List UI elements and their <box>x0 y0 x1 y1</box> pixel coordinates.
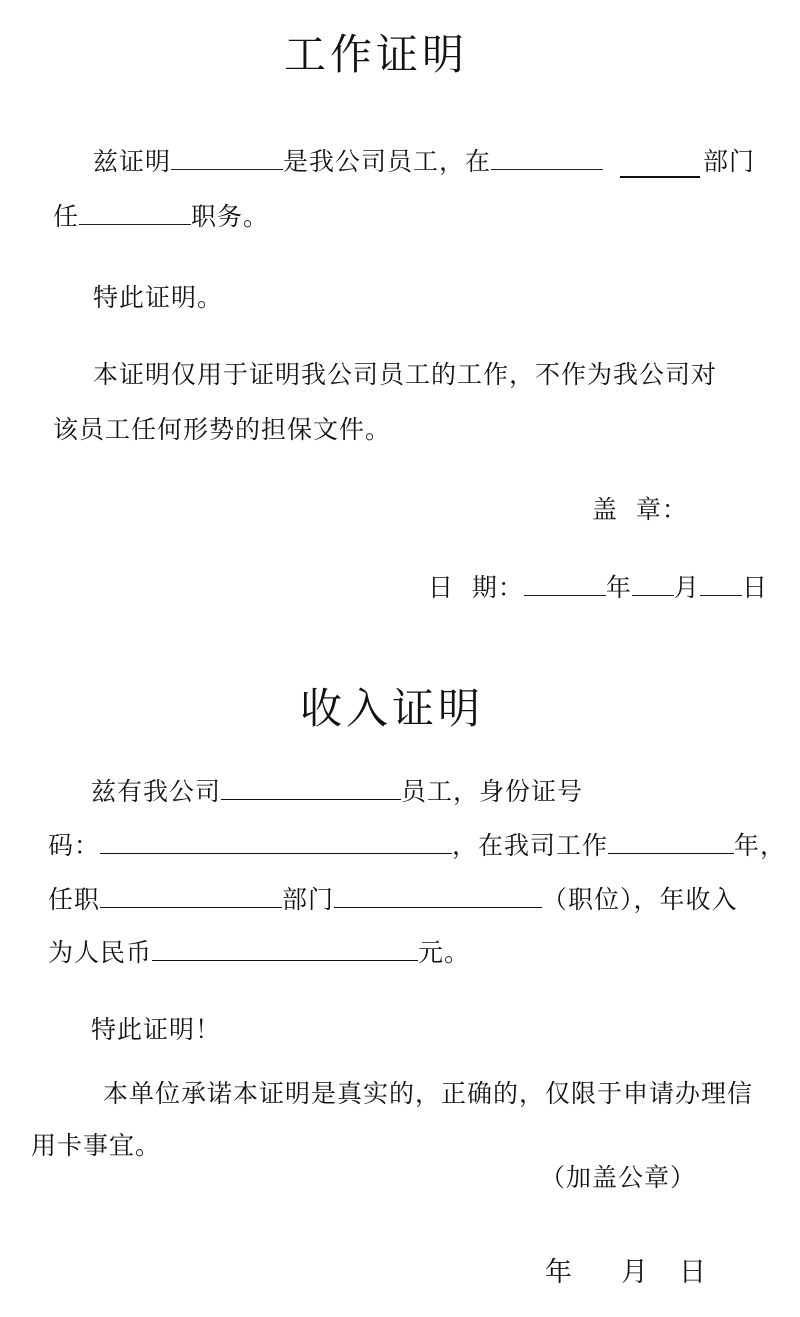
date-year-label: 年 <box>605 573 632 602</box>
income-cert-promise-line-2: 用卡事宜。 <box>31 1131 162 1160</box>
income-l4-suffix: 元。 <box>418 938 471 967</box>
income-employee-name-blank[interactable] <box>221 798 401 800</box>
income-position-blank[interactable] <box>334 906 542 908</box>
work-cert-p2-suffix: 职务。 <box>191 202 270 231</box>
work-cert-statement-line-2: 该员工任何形势的担保文件。 <box>53 415 392 444</box>
work-cert-p1-prefix: 兹证明 <box>93 147 172 176</box>
income-l3-prefix: 任职 <box>48 885 101 914</box>
income-cert-special: 特此证明！ <box>91 1015 222 1044</box>
date-month-blank[interactable] <box>632 594 674 596</box>
income-cert-seal-label: （加盖公章） <box>540 1163 697 1192</box>
income-l3-suffix: （职位），年收入 <box>542 885 738 914</box>
work-cert-p1-suffix: 部门 <box>703 147 756 176</box>
work-cert-date-label: 日 期： <box>428 573 524 602</box>
work-cert-statement-line-1: 本证明仅用于证明我公司员工的工作，不作为我公司对 <box>93 360 718 389</box>
work-cert-title: 工作证明 <box>284 30 469 79</box>
id-number-blank[interactable] <box>100 852 452 854</box>
department-blank[interactable] <box>491 168 603 170</box>
income-department-blank[interactable] <box>100 906 282 908</box>
income-cert-date-line <box>545 1250 707 1289</box>
date-day-label: 日 <box>741 573 768 602</box>
employee-name-blank[interactable] <box>171 168 283 170</box>
work-cert-seal-label: 盖 章： <box>592 495 688 524</box>
work-years-blank[interactable] <box>608 852 734 854</box>
work-cert-paragraph-2 <box>53 197 269 233</box>
income-cert-line-3 <box>48 880 738 916</box>
work-cert-special: 特此证明。 <box>93 283 224 312</box>
work-cert-p1-mid: 是我公司员工，在 <box>283 147 492 176</box>
income-l1-suffix: 员工，身份证号 <box>401 777 584 806</box>
work-cert-date-line <box>428 568 768 604</box>
income-cert-line-1 <box>91 772 583 808</box>
income-date-month: 月 <box>621 1257 649 1288</box>
income-l4-prefix: 为人民币 <box>48 938 153 967</box>
work-cert-p2-prefix: 任 <box>53 202 80 231</box>
date-year-blank[interactable] <box>524 594 606 596</box>
income-cert-promise-line-1: 本单位承诺本证明是真实的，正确的，仅限于申请办理信 <box>103 1079 754 1108</box>
work-cert-paragraph-1 <box>93 142 603 178</box>
income-date-year: 年 <box>545 1257 573 1288</box>
position-blank[interactable] <box>79 223 191 225</box>
income-l2-prefix: 码： <box>48 831 101 860</box>
income-l2-suffix: 年， <box>734 831 787 860</box>
income-cert-line-4 <box>48 933 470 969</box>
date-month-label: 月 <box>673 573 700 602</box>
income-l3-mid: 部门 <box>282 885 335 914</box>
income-date-day: 日 <box>679 1257 707 1288</box>
income-l1-prefix: 兹有我公司 <box>91 777 222 806</box>
annual-income-blank[interactable] <box>152 959 418 961</box>
income-l2-mid: ，在我司工作 <box>452 831 609 860</box>
income-cert-title: 收入证明 <box>300 684 485 733</box>
date-day-blank[interactable] <box>700 594 742 596</box>
department-blank-extension <box>620 176 700 178</box>
income-cert-line-2 <box>48 826 786 862</box>
